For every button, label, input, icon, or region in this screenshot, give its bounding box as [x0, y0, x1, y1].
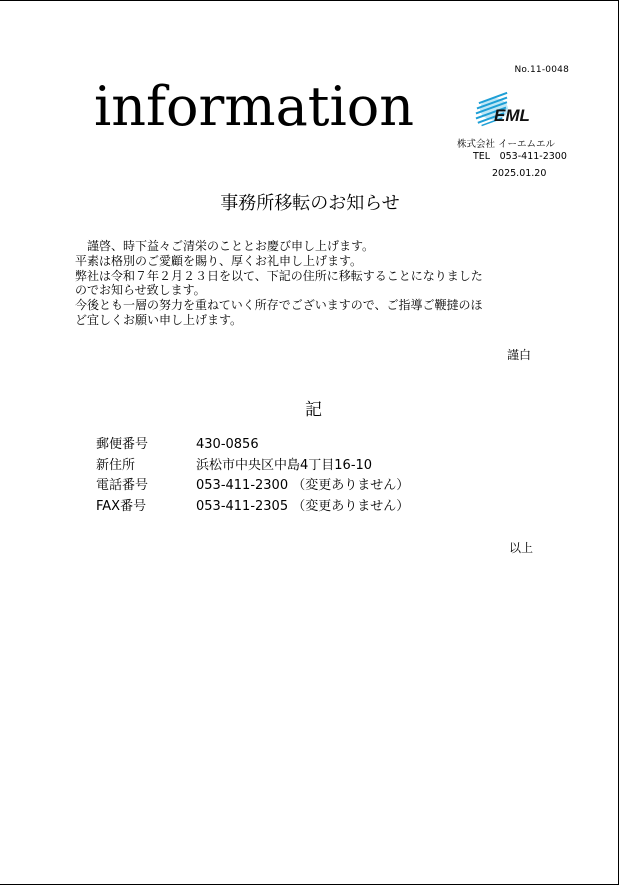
detail-value: 053-411-2300 （変更ありません） [196, 478, 410, 493]
detail-row-fax [96, 497, 409, 518]
body-line: 今後とも一層の努力を重ねていく所存でございますので、ご指導ご鞭撻のほ [75, 298, 483, 313]
detail-value: 430-0856 [196, 437, 259, 452]
information-headline: information [94, 75, 415, 138]
address-details [96, 435, 409, 517]
body-line: 平素は格別のご愛顧を賜り、厚くお礼申し上げます。 [75, 253, 363, 268]
end-mark: 以上 [508, 541, 533, 555]
closing-word: 謹白 [506, 348, 531, 362]
company-tel: TEL 053-411-2300 [473, 151, 567, 162]
detail-value: 浜松市中央区中島4丁目16-10 [196, 457, 373, 473]
detail-label: FAX番号 [96, 498, 147, 514]
notice-title: 事務所移転のお知らせ [220, 193, 400, 214]
notice-body [75, 239, 545, 328]
company-name: 株式会社 イーエムエル [457, 139, 556, 150]
eml-logo-icon [472, 87, 542, 131]
eml-logo [472, 87, 542, 131]
detail-row-phone [96, 476, 409, 497]
body-line: のでお知らせ致します。 [75, 283, 206, 298]
body-line: ど宜しくお願い申し上げます。 [75, 312, 243, 327]
detail-row-postal [96, 435, 409, 456]
detail-value: 053-411-2305 （変更ありません） [196, 498, 410, 514]
ki-heading: 記 [305, 400, 322, 420]
logo-text: EML [494, 106, 530, 125]
document-date: 2025.01.20 [492, 168, 547, 179]
detail-label: 電話番号 [96, 478, 149, 493]
detail-label: 郵便番号 [96, 437, 149, 452]
detail-label: 新住所 [96, 457, 136, 473]
body-line: 謹啓、時下益々ご清栄のこととお慶び申し上げます。 [75, 239, 375, 253]
detail-row-address [96, 456, 409, 477]
body-line: 弊社は令和７年２月２３日を以て、下記の住所に移転することになりました [75, 268, 483, 283]
document-number: No.11-0048 [514, 65, 569, 75]
